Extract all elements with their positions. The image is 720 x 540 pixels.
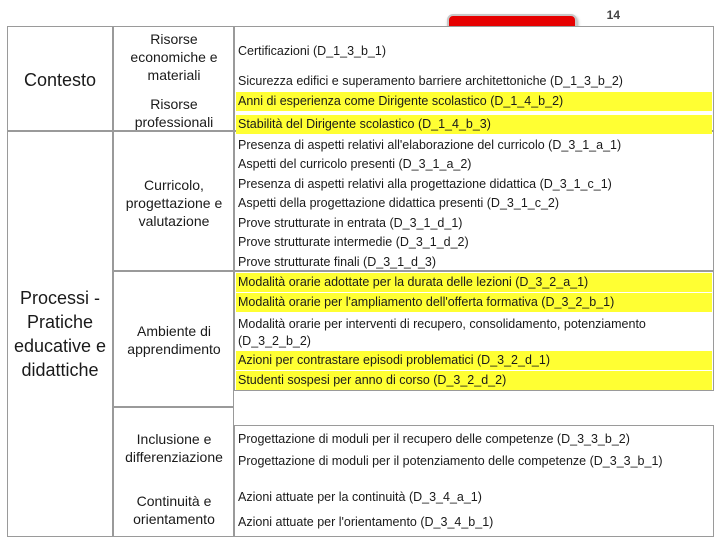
- list-item: Presenza di aspetti relativi alla progettazione didattica (D_3_1_c_1): [238, 177, 612, 191]
- list-item: Stabilità del Dirigente scolastico (D_1_4_b_3): [236, 115, 712, 134]
- list-item: Presenza di aspetti relativi all'elaborazione del curricolo (D_3_1_a_1): [238, 138, 622, 152]
- list-item: Modalità orarie per l'ampliamento dell'offerta formativa (D_3_2_b_1): [236, 293, 712, 312]
- list-item: Certificazioni (D_1_3_b_1): [238, 44, 386, 58]
- list-item: Modalità orarie per interventi di recupero, consolidamento, potenziamento (D_3_2_b_2): [238, 317, 646, 348]
- area-contesto: Contesto: [23, 70, 97, 90]
- list-item: Progettazione di moduli per il recupero delle competenze (D_3_3_b_2): [238, 432, 630, 446]
- list-item: Studenti sospesi per anno di corso (D_3_2_d_2): [236, 371, 712, 390]
- subarea-curricolo: Curricolo, progettazione e valutazione: [125, 177, 223, 229]
- subarea-risorse-professionali: Risorse professionali: [134, 96, 214, 130]
- subarea-risorse-economiche: Risorse economiche e materiali: [130, 31, 218, 83]
- list-item: Prove strutturate intermedie (D_3_1_d_2): [238, 235, 469, 249]
- list-item: Anni di esperienza come Dirigente scolastico (D_1_4_b_2): [236, 92, 712, 111]
- list-item: Azioni per contrastare episodi problematici (D_3_2_d_1): [236, 351, 712, 370]
- page-number: 14: [606, 8, 620, 22]
- subarea-inclusione: Inclusione e differenziazione: [125, 431, 223, 465]
- area-processi: Processi - Pratiche educative e didattiche: [13, 288, 107, 380]
- list-item: Modalità orarie adottate per la durata delle lezioni (D_3_2_a_1): [236, 273, 712, 292]
- list-item: Aspetti della progettazione didattica presenti (D_3_1_c_2): [238, 196, 560, 210]
- subarea-continuita: Continuità e orientamento: [133, 493, 215, 527]
- subarea-ambiente: Ambiente di apprendimento: [127, 323, 221, 357]
- list-item: Sicurezza edifici e superamento barriere architettoniche (D_1_3_b_2): [238, 74, 623, 88]
- list-item: Azioni attuate per la continuità (D_3_4_a_1): [238, 490, 482, 504]
- list-item: Aspetti del curricolo presenti (D_3_1_a_2): [238, 157, 472, 171]
- list-item: Progettazione di moduli per il potenziamento delle competenze (D_3_3_b_1): [238, 454, 663, 468]
- list-item: Azioni attuate per l'orientamento (D_3_4_b_1): [238, 515, 494, 529]
- list-item: Prove strutturate finali (D_3_1_d_3): [238, 255, 437, 269]
- list-item: Prove strutturate in entrata (D_3_1_d_1): [238, 216, 463, 230]
